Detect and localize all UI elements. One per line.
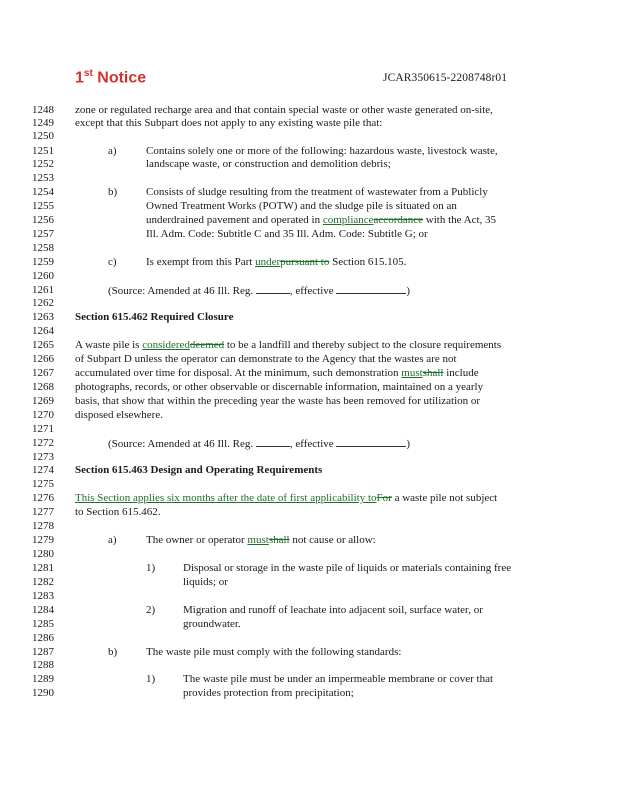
text-line: except that this Subpart does not apply to any existing waste pile that: bbox=[75, 117, 383, 129]
item-label: a) bbox=[108, 534, 117, 546]
deleted-text: shall bbox=[422, 367, 444, 379]
line-number: 1262 bbox=[32, 297, 54, 309]
text-line: groundwater. bbox=[183, 618, 241, 630]
item-label: a) bbox=[108, 145, 117, 157]
blank-field bbox=[336, 437, 406, 447]
line-number: 1254 bbox=[32, 186, 54, 198]
blank-field bbox=[336, 284, 406, 294]
text-line: landscape waste, or construction and demolition debris; bbox=[146, 158, 391, 170]
line-number: 1248 bbox=[32, 104, 54, 116]
text-line: disposed elsewhere. bbox=[75, 409, 163, 421]
document-id: JCAR350615-2208748r01 bbox=[383, 72, 508, 84]
line-number: 1272 bbox=[32, 437, 54, 449]
line-number: 1253 bbox=[32, 172, 54, 184]
text-line: Consists of sludge resulting from the treatment of wastewater from a Publicly bbox=[146, 186, 488, 198]
line-number: 1281 bbox=[32, 562, 54, 574]
text-line: zone or regulated recharge area and that contain special waste or other waste generated on-site, bbox=[75, 104, 493, 116]
deleted-text: pursuant to bbox=[280, 256, 330, 268]
text-line: underdrained pavement and operated in complianceaccordance with the Act, 35 bbox=[146, 214, 497, 226]
inserted-text: under bbox=[255, 256, 281, 268]
line-number: 1252 bbox=[32, 158, 54, 170]
line-number: 1269 bbox=[32, 395, 54, 407]
line-number: 1256 bbox=[32, 214, 54, 226]
inserted-text: considered bbox=[142, 339, 190, 351]
line-number: 1275 bbox=[32, 478, 54, 490]
source-note: (Source: Amended at 46 Ill. Reg. , effective ) bbox=[108, 438, 411, 450]
section-title: Section 615.463 Design and Operating Requirements bbox=[75, 464, 323, 476]
blank-field bbox=[256, 284, 290, 294]
section-title: Section 615.462 Required Closure bbox=[75, 311, 234, 323]
deleted-text: For bbox=[376, 492, 392, 504]
deleted-text: shall bbox=[268, 534, 290, 546]
deleted-text: deemed bbox=[189, 339, 225, 351]
line-number: 1255 bbox=[32, 200, 54, 212]
text-line: liquids; or bbox=[183, 576, 228, 588]
text-line: Owned Treatment Works (POTW) and the sludge pile is situated on an bbox=[146, 200, 457, 212]
line-number: 1287 bbox=[32, 646, 54, 658]
blank-field bbox=[256, 437, 290, 447]
text-line: This Section applies six months after the date of first applicability toFor a waste pile not subject bbox=[75, 492, 498, 504]
text-line: Is exempt from this Part underpursuant to Section 615.105. bbox=[146, 256, 407, 268]
line-number: 1265 bbox=[32, 339, 54, 351]
inserted-text: must bbox=[247, 534, 269, 546]
item-label: b) bbox=[108, 186, 118, 198]
line-number: 1268 bbox=[32, 381, 54, 393]
item-label: 1) bbox=[146, 673, 156, 685]
inserted-text: compliance bbox=[322, 214, 374, 226]
text-line: A waste pile is considereddeemed to be a landfill and thereby subject to the closure requirements bbox=[75, 339, 502, 351]
line-number: 1260 bbox=[32, 270, 54, 282]
line-number: 1258 bbox=[32, 242, 54, 254]
line-number: 1263 bbox=[32, 311, 54, 323]
text-line: of Subpart D unless the operator can demonstrate to the Agency that the wastes are not bbox=[75, 353, 457, 365]
text-line: Contains solely one or more of the following: hazardous waste, livestock waste, bbox=[146, 145, 498, 157]
line-number: 1289 bbox=[32, 673, 54, 685]
line-number: 1283 bbox=[32, 590, 54, 602]
text-line: The waste pile must comply with the following standards: bbox=[146, 646, 402, 658]
text-line: basis, that show that within the preceding year the waste has been removed for utilization or bbox=[75, 395, 481, 407]
line-number: 1271 bbox=[32, 423, 54, 435]
line-number: 1279 bbox=[32, 534, 54, 546]
item-label: 1) bbox=[146, 562, 156, 574]
deleted-text: accordance bbox=[373, 214, 424, 226]
line-number: 1273 bbox=[32, 451, 54, 463]
line-number: 1250 bbox=[32, 130, 54, 142]
text-line: The owner or operator mustshall not cause or allow: bbox=[146, 534, 376, 546]
line-number: 1257 bbox=[32, 228, 54, 240]
line-number: 1282 bbox=[32, 576, 54, 588]
inserted-text: This Section applies six months after the date of first applicability to bbox=[75, 492, 377, 504]
line-number: 1284 bbox=[32, 604, 54, 616]
line-number: 1276 bbox=[32, 492, 54, 504]
first-notice-label: 1st Notice bbox=[75, 68, 147, 87]
line-number: 1261 bbox=[32, 284, 54, 296]
line-number: 1278 bbox=[32, 520, 54, 532]
line-number: 1249 bbox=[32, 117, 54, 129]
line-number: 1267 bbox=[32, 367, 54, 379]
line-number: 1266 bbox=[32, 353, 54, 365]
text-line: Disposal or storage in the waste pile of liquids or materials containing free bbox=[183, 562, 512, 574]
line-number: 1251 bbox=[32, 145, 54, 157]
text-line: Migration and runoff of leachate into adjacent soil, surface water, or bbox=[183, 604, 483, 616]
line-number: 1277 bbox=[32, 506, 54, 518]
item-label: c) bbox=[108, 256, 117, 268]
line-number: 1285 bbox=[32, 618, 54, 630]
text-line: photographs, records, or other observable or discernable information, maintained on a yearly bbox=[75, 381, 484, 393]
text-line: provides protection from precipitation; bbox=[183, 687, 354, 699]
line-number: 1288 bbox=[32, 659, 54, 671]
text-line: accumulated over time for disposal. At the minimum, such demonstration mustshall include bbox=[75, 367, 479, 379]
text-line: to Section 615.462. bbox=[75, 506, 161, 518]
line-number: 1270 bbox=[32, 409, 54, 421]
line-number: 1259 bbox=[32, 256, 54, 268]
line-number: 1274 bbox=[32, 464, 54, 476]
line-number: 1290 bbox=[32, 687, 54, 699]
line-number: 1286 bbox=[32, 632, 54, 644]
line-number: 1280 bbox=[32, 548, 54, 560]
line-number: 1264 bbox=[32, 325, 54, 337]
text-line: Ill. Adm. Code: Subtitle C and 35 Ill. Adm. Code: Subtitle G; or bbox=[146, 228, 428, 240]
inserted-text: must bbox=[401, 367, 423, 379]
item-label: 2) bbox=[146, 604, 156, 616]
text-line: The waste pile must be under an impermeable membrane or cover that bbox=[183, 673, 494, 685]
source-note: (Source: Amended at 46 Ill. Reg. , effective ) bbox=[108, 285, 411, 297]
item-label: b) bbox=[108, 646, 118, 658]
